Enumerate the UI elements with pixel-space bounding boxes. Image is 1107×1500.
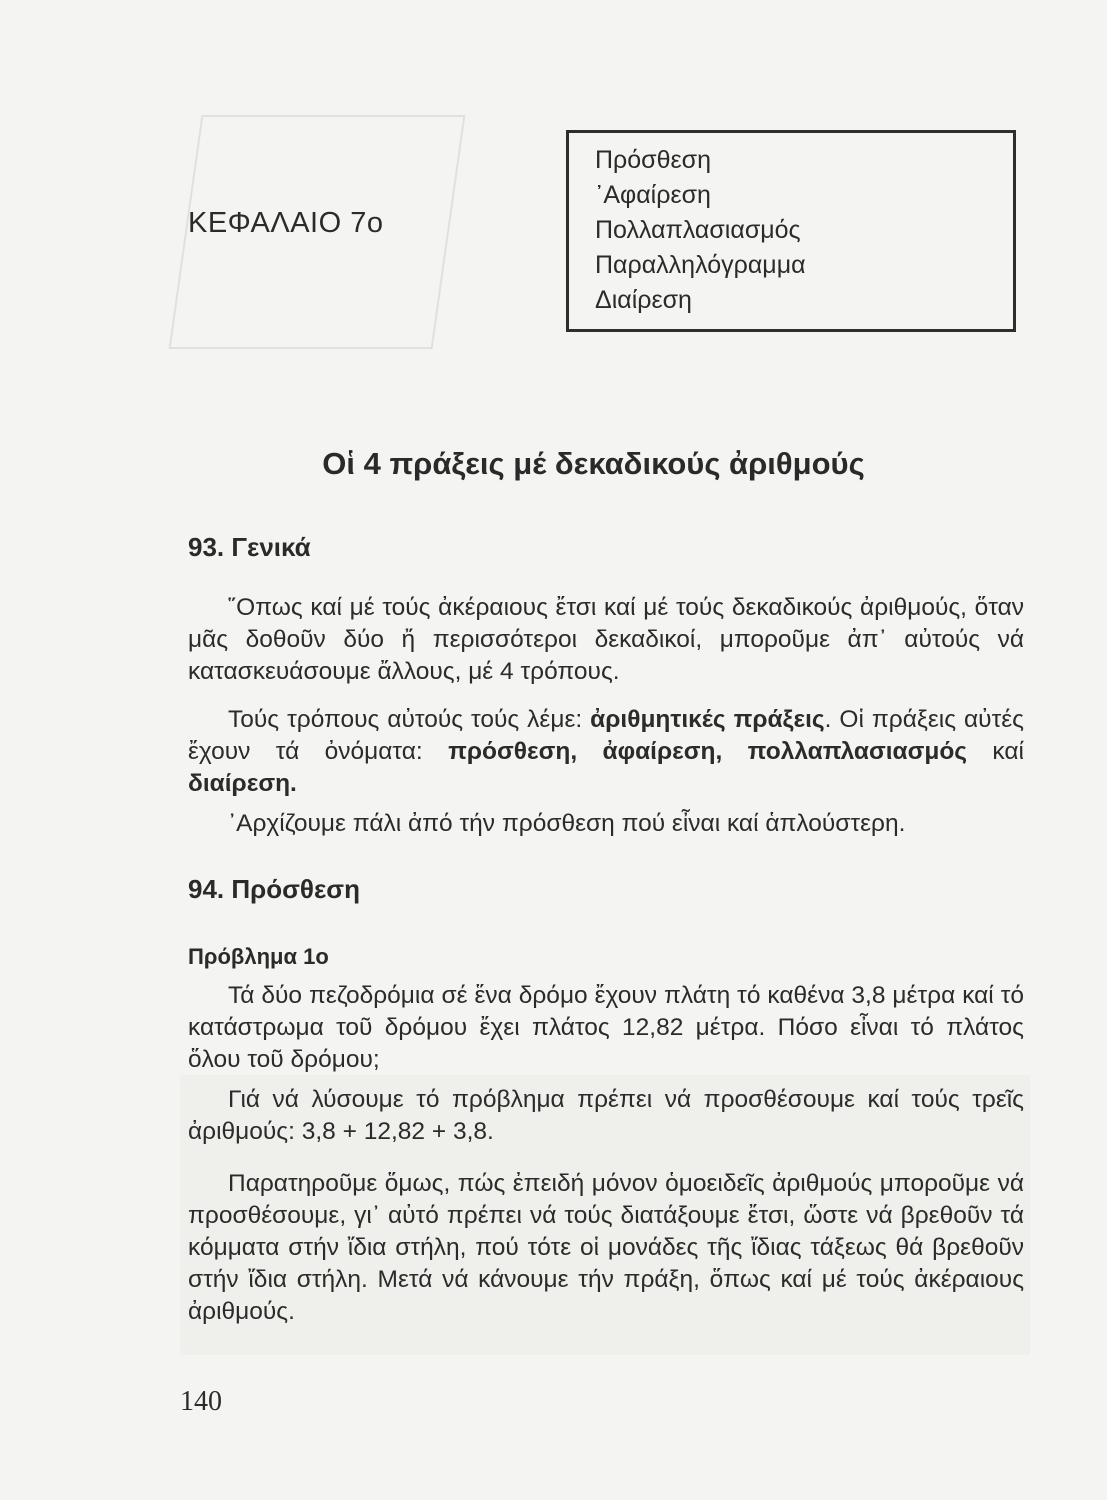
heading-94: 94. Πρόσθεση: [188, 874, 360, 904]
topic-item: ᾽Αφαίρεση: [595, 181, 711, 209]
paragraph-text: καί: [967, 738, 1024, 765]
section-title-text: Οἱ 4 πράξεις μέ δεκαδικούς ἀριθμούς: [322, 446, 865, 481]
topic-item: Πρόσθεση: [595, 146, 711, 174]
paragraph-94-3: [188, 1168, 1024, 1328]
topic-item: Διαίρεση: [595, 286, 692, 314]
paragraph-text: Τά δύο πεζοδρόμια σέ ἕνα δρόμο ἔχουν πλάτη τό καθένα 3,8 μέτρα καί τό κατάστρωμα τοῦ δρόμου ἔχει πλάτος 12,82 μέτρα. Πόσο εἶναι τό πλάτος ὅλου τοῦ δρόμου;: [188, 982, 1024, 1073]
chapter-label: ΚΕΦΑΛΑΙΟ 7ο: [188, 207, 384, 239]
paragraph-text: ῞Οπως καί μέ τούς ἀκέραιους ἔτσι καί μέ τούς δεκαδικούς ἀριθμούς, ὅταν μᾶς δοθοῦν δύο ἤ περισσότεροι δεκαδικοί, μποροῦμε ἀπ᾽ αὐτούς νά κατασκευάσουμε ἄλλους, μέ 4 τρόπους.: [188, 594, 1024, 685]
topic-item: Πολλαπλασιασμός: [595, 216, 801, 244]
heading-93: 93. Γενικά: [188, 532, 311, 562]
paragraph-text: Τούς τρόπους αὐτούς τούς λέμε:: [228, 706, 591, 733]
paragraph-text: Παρατηροῦμε ὅμως, πώς ἐπειδή μόνον ὁμοειδεῖς ἀριθμούς μποροῦμε νά προσθέσουμε, γι᾽ αὐτό πρέπει νά τούς διατάξουμε ἔτσι, ὥστε νά βρεθοῦν τά κόμματα στήν ἴδια στήλη, πού τότε οἱ μονάδες τῆς ἴδιας τάξεως θά βρεθοῦν στήν ἴδια στήλη. Μετά νά κάνουμε τήν πράξη, ὅπως καί μέ τούς ἀκέραιους ἀριθμούς.: [188, 1170, 1024, 1325]
section-title: [0, 446, 1107, 482]
paragraph-text: . Οἱ πράξεις αὐτές ἔχουν τά ὀνόματα:: [188, 706, 1024, 765]
paragraph-93-3: [188, 808, 1024, 840]
paragraph-93-1: [188, 592, 1024, 688]
chapter-topics-box: [566, 130, 1016, 332]
bold-term: πρόσθεση, ἀφαίρεση, πολλαπλασιασμός: [448, 738, 968, 765]
paragraph-text: Γιά νά λύσουμε τό πρόβλημα πρέπει νά προσθέσουμε καί τούς τρεῖς ἀριθμούς: 3,8 + 12,82 + 3,8.: [188, 1086, 1024, 1145]
paragraph-93-2: [188, 704, 1024, 800]
problem-label: Πρόβλημα 1ο: [188, 944, 329, 969]
paragraph-94-2: [188, 1084, 1024, 1148]
page-number: 140: [180, 1386, 222, 1417]
topic-item: Παραλληλόγραμμα: [595, 251, 806, 279]
bold-term: ἀριθμητικές πράξεις: [590, 706, 825, 733]
paragraph-text: ᾽Αρχίζουμε πάλι ἀπό τήν πρόσθεση πού εἶναι καί ἁπλούστερη.: [228, 810, 906, 837]
bold-term: διαίρεση.: [188, 770, 297, 797]
paragraph-94-1: [188, 980, 1024, 1076]
